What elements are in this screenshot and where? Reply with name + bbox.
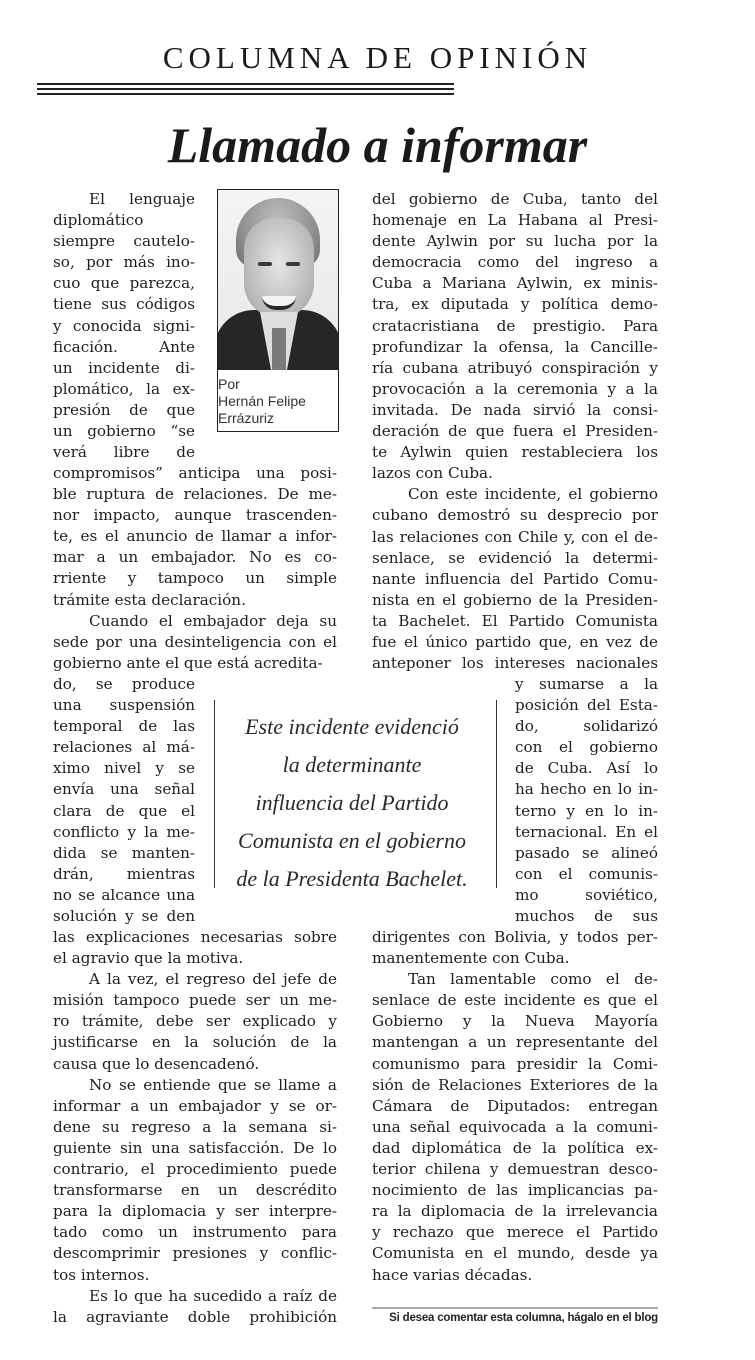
text-line: dente Aylwin por su lucha por la <box>372 232 658 251</box>
text-line: ficación. Ante <box>53 337 195 356</box>
text-line: la agraviante doble prohibición <box>53 1307 337 1326</box>
text-line: ría cubana atribuyó conspiración y <box>372 358 658 377</box>
text-line: conflicto y la me- <box>53 822 195 841</box>
blog-comment-note: Si desea comentar esta columna, hágalo en el blog <box>389 1312 658 1324</box>
text-line: una suspensión <box>53 696 195 715</box>
column1-wide-mid <box>53 463 337 674</box>
text-line: dirigentes con Bolivia, y todos per- <box>372 928 658 946</box>
text-line: ra la diplomacia de la irrelevancia <box>372 1202 658 1221</box>
text-line: dida se manten- <box>53 843 195 862</box>
text-line: plomático, la ex- <box>53 379 195 398</box>
text-line: tado como un instrumento para <box>53 1223 337 1242</box>
text-line: nor impacto, aunque trascenden- <box>53 506 337 525</box>
text-line: A la vez, el regreso del jefe de <box>89 970 337 989</box>
text-line: y sumarse a la <box>515 675 658 693</box>
text-line: mar a un embajador. No es co- <box>53 548 337 567</box>
text-line: no se alcance una <box>53 885 195 904</box>
text-line: un incidente di- <box>53 358 195 377</box>
text-line: lazos con Cuba. <box>372 464 493 483</box>
text-line: ro trámite, debe ser explicado y <box>53 1012 337 1031</box>
pullquote-rule-right <box>496 700 497 888</box>
text-line: manentemente con Cuba. <box>372 949 570 968</box>
text-line: Cámara de Diputados: entregan <box>372 1096 658 1115</box>
column1-narrow-quote <box>53 674 195 927</box>
text-line: pasado se alineó <box>515 843 658 862</box>
text-line: tra, ex diputada y política demo- <box>372 295 658 314</box>
pullquote-line: Este incidente evidenció <box>245 714 459 739</box>
text-line: drán, mientras <box>53 864 195 883</box>
text-line: justificarse en la solución de la <box>53 1033 337 1052</box>
column2-bottom <box>372 927 658 1286</box>
text-line: envía una señal <box>53 780 195 799</box>
text-line: cratacristiana de prestigio. Para <box>372 316 658 335</box>
text-line: guiente sin una satisfacción. De lo <box>53 1138 337 1157</box>
byline-caption <box>218 376 336 427</box>
text-line: democracia como del ingreso a <box>372 253 658 272</box>
column1-narrow-top <box>53 189 195 463</box>
author-photo-box <box>217 189 339 432</box>
text-line: deración de que fuera el Presiden- <box>372 422 658 441</box>
text-line: senlace, se evidenció la determi- <box>372 548 658 567</box>
byline-prefix: Por <box>218 376 240 392</box>
text-line: nocimiento de las implicancias pa- <box>372 1181 658 1200</box>
column2-narrow-quote <box>515 674 658 927</box>
text-line: mantengan a un representante del <box>372 1033 658 1052</box>
text-line: un gobierno “se <box>53 422 195 441</box>
text-line: las explicaciones necesarias sobre <box>53 928 337 946</box>
text-line: Con este incidente, el gobierno <box>408 485 658 504</box>
pullquote-line: de la Presidenta Bachelet. <box>236 866 468 891</box>
text-line: sión de Relaciones Exteriores de la <box>372 1075 658 1094</box>
text-line: Tan lamentable como el de- <box>408 970 658 989</box>
byline-name-1: Hernán Felipe <box>218 393 306 409</box>
text-line: nista en el gobierno de la Presiden- <box>372 590 658 609</box>
text-line: anteponer los intereses nacionales <box>372 654 658 673</box>
text-line: descomprimir presiones y conflic- <box>53 1244 337 1263</box>
text-line: comunismo para presidir la Comi- <box>372 1054 658 1073</box>
pullquote-line: la determinante <box>282 752 422 777</box>
text-line: causa que lo desencadenó. <box>53 1054 260 1073</box>
column2-top <box>372 189 658 674</box>
text-line: tos internos. <box>53 1265 150 1284</box>
text-line: fue el único partido que, en vez de <box>372 632 658 651</box>
text-line: siempre cautelo- <box>53 232 195 251</box>
text-line: diplomático <box>53 211 144 230</box>
text-line: Comunista en el mundo, desde ya <box>372 1244 658 1263</box>
text-line: una señal equivocada a la comuni- <box>372 1117 658 1136</box>
pullquote-rule-left <box>214 700 215 888</box>
text-line: misión tampoco puede ser un me- <box>53 991 337 1010</box>
text-line: ha hecho en lo in- <box>515 780 658 799</box>
byline-name-2: Errázuriz <box>218 410 275 426</box>
text-line: verá libre de <box>53 443 195 462</box>
text-line: gobierno ante el que está acredita- <box>53 653 323 672</box>
text-line: cuo que parezca, <box>53 274 195 293</box>
text-line: y rechazo que merece el Partido <box>372 1223 658 1242</box>
kicker-rules <box>37 83 454 95</box>
text-line: compromisos” anticipa una posi- <box>53 464 337 482</box>
text-line: las relaciones con Chile y, con el de- <box>372 527 658 546</box>
text-line: para la diplomacia y ser interpre- <box>53 1202 337 1221</box>
text-line: con el gobierno <box>515 738 658 757</box>
section-kicker: COLUMNA DE OPINIÓN <box>162 40 593 75</box>
text-line: ternacional. En el <box>515 822 658 841</box>
text-line: presión de que <box>53 400 195 419</box>
text-line: dene su regreso a la semana si- <box>53 1117 337 1136</box>
text-line: ximo nivel y se <box>53 759 195 778</box>
text-line: terno y en lo in- <box>515 801 658 820</box>
text-line: Cuando el embajador deja su <box>89 611 337 630</box>
pullquote-line: influencia del Partido <box>255 790 449 815</box>
text-line: terior chilena y demuestran desco- <box>372 1160 658 1179</box>
text-line: Es lo que ha sucedido a raíz de <box>89 1286 337 1305</box>
text-line: clara de que el <box>53 801 195 820</box>
text-line: posición del Esta- <box>515 696 658 715</box>
text-line: temporal de las <box>53 717 195 736</box>
text-line: tiene sus códigos <box>53 295 195 314</box>
text-line: do, se produce <box>53 675 195 693</box>
text-line: muchos de sus <box>515 907 658 926</box>
text-line: con el comunis- <box>515 864 658 883</box>
text-line: mo soviético, <box>515 885 658 904</box>
text-line: rriente y tampoco un simple <box>53 569 337 588</box>
text-line: relaciones al má- <box>53 738 195 757</box>
text-line: ble ruptura de relaciones. De me- <box>53 485 337 504</box>
text-line: Gobierno y la Nueva Mayoría <box>372 1012 658 1031</box>
article-headline: Llamado a informar <box>167 117 588 173</box>
footer-rule <box>372 1307 658 1309</box>
text-line: trámite esta declaración. <box>53 590 246 609</box>
text-line: informar a un embajador y se or- <box>53 1096 337 1115</box>
text-line: transformarse en un descrédito <box>53 1181 337 1200</box>
text-line: cubano demostró su desprecio por <box>372 506 658 525</box>
text-line: provocación a la ceremonia y a la <box>372 379 658 398</box>
text-line: ta Bachelet. El Partido Comunista <box>372 611 658 630</box>
text-line: nante influencia del Partido Comu- <box>372 569 658 588</box>
pullquote <box>222 708 482 898</box>
text-line: El lenguaje <box>89 190 195 208</box>
column1-wide-bottom <box>53 927 337 1328</box>
text-line: invitada. De nada sirvió la consi- <box>372 400 658 419</box>
text-line: contrario, el procedimiento puede <box>53 1160 337 1179</box>
pullquote-line: Comunista en el gobierno <box>238 828 466 853</box>
text-line: No se entiende que se llame a <box>89 1075 337 1094</box>
text-line: profundizar la ofensa, la Cancille- <box>372 337 658 356</box>
text-line: y conocida signi- <box>53 316 195 335</box>
text-line: te, es el anuncio de llamar a infor- <box>53 527 337 546</box>
text-line: dad diplomática de la política ex- <box>372 1138 658 1157</box>
text-line: do, solidarizó <box>515 717 658 736</box>
text-line: solución y se den <box>53 907 195 926</box>
text-line: del gobierno de Cuba, tanto del <box>372 190 658 208</box>
text-line: senlace de este incidente es que el <box>372 991 658 1010</box>
text-line: hace varias décadas. <box>372 1265 533 1284</box>
author-portrait <box>218 190 338 370</box>
text-line: de Cuba. Así lo <box>515 759 658 778</box>
text-line: so, por más ino- <box>53 253 195 272</box>
text-line: sede por una desinteligencia con el <box>53 632 337 651</box>
text-line: te Aylwin quien restableciera los <box>372 443 658 462</box>
text-line: homenaje en La Habana al Presi- <box>372 211 658 230</box>
text-line: el agravio que la motiva. <box>53 949 244 968</box>
text-line: Cuba a Mariana Aylwin, ex minis- <box>372 274 658 293</box>
